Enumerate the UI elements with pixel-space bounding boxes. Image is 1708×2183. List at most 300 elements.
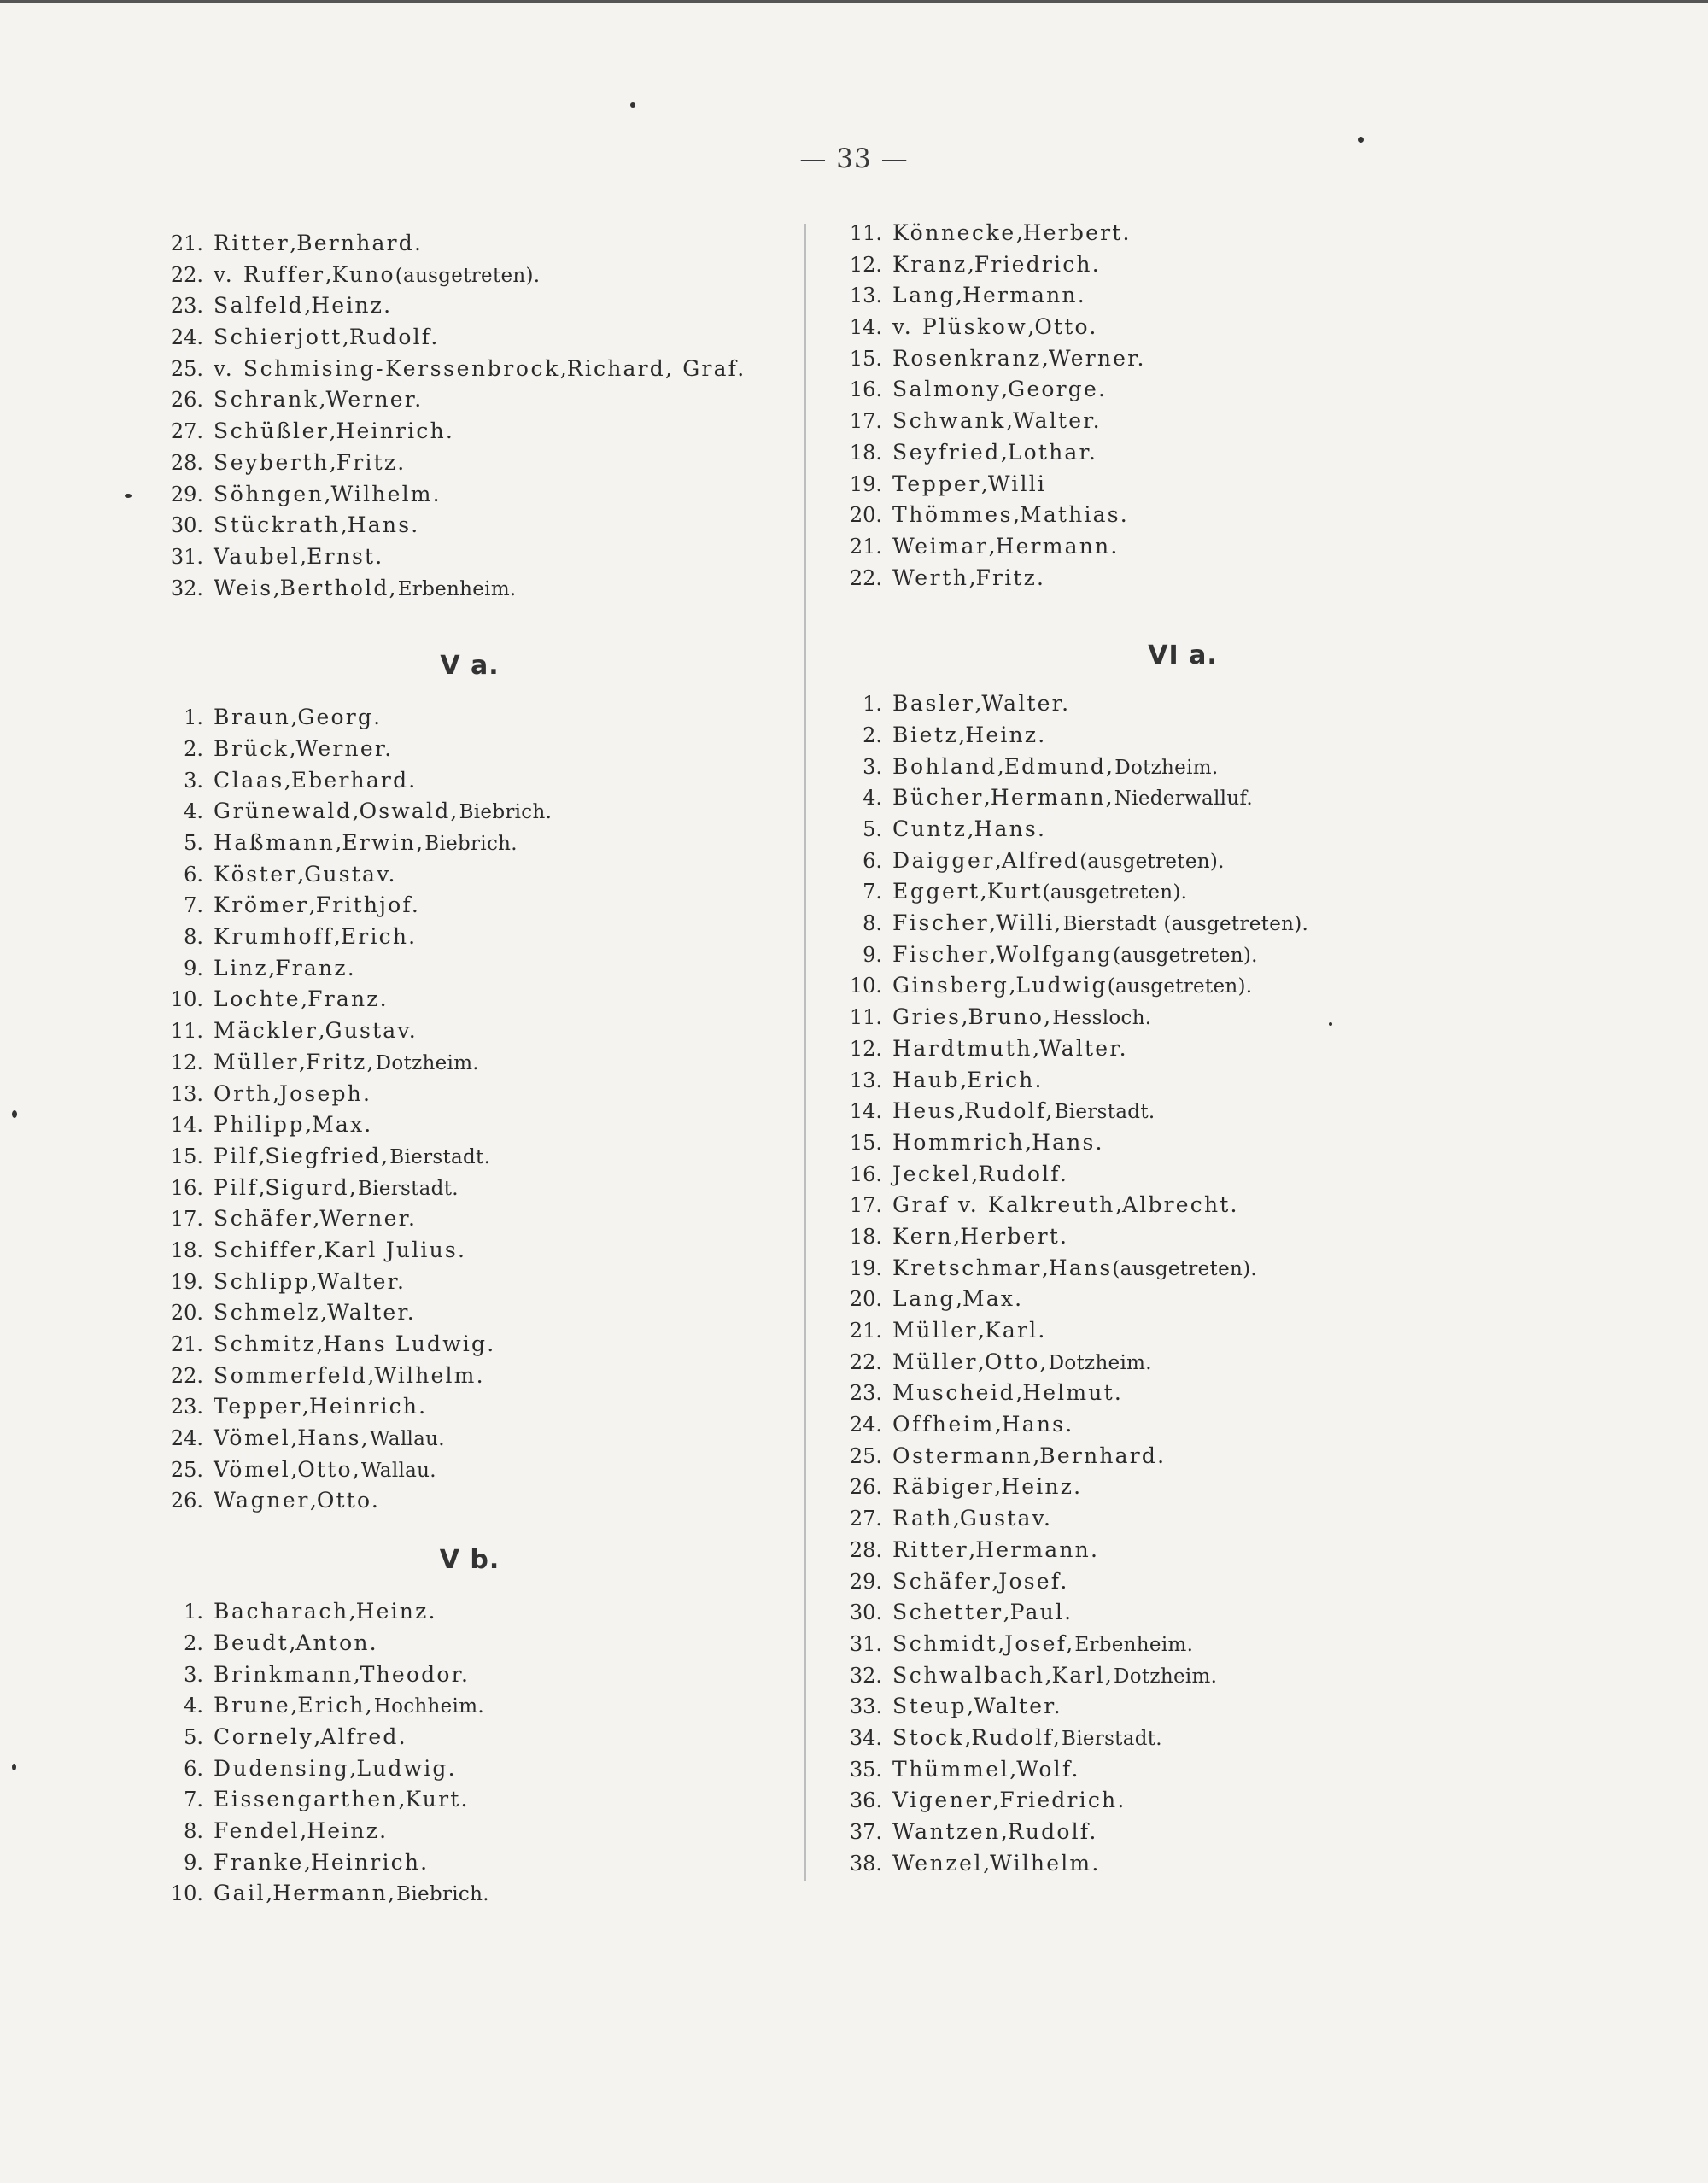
entry-number: 31. — [170, 544, 203, 569]
entry-surname: Schmelz — [214, 1300, 321, 1326]
entry-note: (ausgetreten). — [1079, 850, 1225, 873]
entry-given-name: Lothar. — [1007, 439, 1098, 465]
entry-given-name: Heinz. — [355, 1599, 437, 1624]
entry-surname: Schäfer — [892, 1568, 992, 1594]
entry-given-name: Erich, — [297, 1693, 374, 1718]
entry-given-name: Siegfried, — [265, 1143, 390, 1168]
entry-surname: Rosenkranz — [892, 345, 1042, 371]
list-item: 6. Dudensing , Ludwig. — [154, 1756, 786, 1788]
entry-note: Bierstadt. — [1054, 1101, 1155, 1124]
entry-surname: Seyberth — [214, 449, 330, 475]
entry-number: 21. — [170, 1332, 203, 1356]
entry-surname: Fischer — [892, 910, 990, 936]
entry-given-name: Werner. — [325, 387, 424, 413]
entry-given-name: Heinz. — [1001, 1474, 1083, 1500]
list-item: 11. Könnecke , Herbert. — [833, 220, 1533, 252]
entry-surname: Hardtmuth — [892, 1035, 1033, 1061]
entry-number: 20. — [170, 1301, 203, 1326]
entry-surname: Schiffer — [214, 1237, 318, 1262]
entry-surname: Sommerfeld — [214, 1362, 368, 1388]
entry-number: 30. — [170, 513, 203, 538]
entry-given-name: Hans. — [1001, 1412, 1074, 1437]
entry-surname: Lang — [892, 283, 956, 308]
entry-number: 4. — [184, 1694, 203, 1718]
list-item: 26. Wagner , Otto. — [154, 1488, 786, 1519]
entry-number: 11. — [849, 1005, 882, 1030]
entry-number: 18. — [170, 1238, 203, 1262]
entry-note: Erbenheim. — [397, 577, 517, 600]
entry-number: 4. — [863, 786, 882, 811]
entry-number: 5. — [863, 817, 882, 841]
entry-number: 10. — [170, 1882, 203, 1906]
entry-surname: Werth — [892, 565, 969, 590]
entry-given-name: Hermann. — [995, 533, 1120, 559]
entry-surname: Brück — [214, 735, 290, 761]
list-item: 24. Offheim , Hans. — [833, 1412, 1533, 1443]
entry-number: 17. — [170, 1207, 203, 1232]
entry-given-name: Hermann, — [272, 1881, 397, 1906]
entry-number: 11. — [170, 1019, 203, 1044]
list-item: 21. Ritter , Bernhard. — [154, 231, 786, 262]
entry-given-name: Heinz. — [965, 722, 1047, 747]
entry-surname: Fendel — [214, 1817, 301, 1843]
list-vb — [154, 1599, 786, 1912]
scan-speck — [1329, 1022, 1332, 1026]
entry-number: 22. — [170, 262, 203, 287]
entry-surname: Bohland — [892, 753, 997, 779]
list-item: 24. Vömel , Hans, Wallau. — [154, 1425, 786, 1457]
entry-surname: Pilf — [214, 1143, 259, 1168]
entry-surname: Haßmann — [214, 830, 336, 855]
list-item: 14. v. Plüskow , Otto. — [833, 314, 1533, 346]
entry-given-name: Hans Ludwig. — [323, 1331, 496, 1356]
list-item: 18. Seyfried , Lothar. — [833, 440, 1533, 471]
entry-surname: Ostermann — [892, 1443, 1033, 1468]
list-item: 21. Schmitz , Hans Ludwig. — [154, 1331, 786, 1363]
entry-given-name: Willi — [987, 471, 1047, 496]
list-item: 10. Lochte , Franz. — [154, 986, 786, 1018]
list-item: 13. Orth , Joseph. — [154, 1081, 786, 1113]
list-item: 4. Grünewald , Oswald, Biebrich. — [154, 799, 786, 830]
list-item: 14. Heus , Rudolf, Bierstadt. — [833, 1098, 1533, 1130]
list-item: 25. v. Schmising-Kerssenbrock , Richard, Graf. — [154, 356, 786, 388]
entry-surname: Vömel — [214, 1456, 291, 1482]
entry-note: Erbenheim. — [1074, 1633, 1194, 1656]
entry-given-name: Rudolf, — [971, 1724, 1062, 1750]
entry-number: 20. — [849, 503, 882, 528]
entry-surname: Eissengarthen — [214, 1787, 399, 1812]
scan-speck — [125, 494, 132, 498]
list-item: 13. Lang , Hermann. — [833, 283, 1533, 314]
list-item: 16. Salmony , George. — [833, 377, 1533, 408]
entry-given-name: Heinz. — [311, 293, 393, 319]
list-item: 2. Brück , Werner. — [154, 736, 786, 768]
list-item: 5. Haßmann , Erwin, Biebrich. — [154, 830, 786, 862]
entry-note: Bierstadt. — [389, 1145, 491, 1168]
entry-surname: Gries — [892, 1004, 962, 1030]
entry-number: 24. — [849, 1413, 882, 1437]
entry-surname: Lang — [892, 1286, 956, 1312]
entry-number: 24. — [170, 325, 203, 350]
entry-number: 23. — [170, 294, 203, 319]
entry-surname: Fischer — [892, 941, 990, 967]
entry-surname: Dudensing — [214, 1755, 350, 1781]
entry-given-name: Wolf. — [1016, 1756, 1080, 1782]
entry-surname: Basler — [892, 691, 975, 717]
list-continued-left — [154, 231, 786, 606]
entry-number: 12. — [849, 1036, 882, 1061]
entry-number: 1. — [863, 692, 882, 717]
entry-number: 14. — [849, 315, 882, 340]
entry-surname: v. Plüskow — [892, 314, 1028, 340]
entry-number: 17. — [849, 1193, 882, 1218]
entry-number: 7. — [184, 1788, 203, 1812]
entry-note: Biebrich. — [396, 1883, 489, 1906]
entry-given-name: Georg. — [297, 705, 383, 730]
list-item: 15. Hommrich , Hans. — [833, 1130, 1533, 1162]
entry-note: Biebrich. — [424, 833, 518, 855]
entry-given-name: Walter. — [1012, 408, 1102, 434]
entry-given-name: Fritz, — [306, 1049, 376, 1074]
entry-surname: Thümmel — [892, 1756, 1010, 1782]
entry-given-name: Rudolf, — [963, 1098, 1055, 1124]
entry-number: 22. — [849, 1349, 882, 1374]
list-item: 3. Claas , Eberhard. — [154, 768, 786, 799]
scan-speck — [12, 1764, 16, 1770]
entry-surname: Franke — [214, 1849, 304, 1875]
list-item: 32. Schwalbach , Karl, Dotzheim. — [833, 1663, 1533, 1694]
entry-surname: Kern — [892, 1223, 954, 1249]
entry-number: 6. — [863, 848, 882, 873]
entry-number: 3. — [863, 754, 882, 779]
entry-number: 13. — [170, 1081, 203, 1106]
entry-given-name: Werner. — [1048, 345, 1146, 371]
entry-given-name: Josef, — [1004, 1630, 1075, 1656]
entry-given-name: Herbert. — [960, 1223, 1069, 1249]
list-item: 15. Pilf , Siegfried, Bierstadt. — [154, 1144, 786, 1175]
list-item: 12. Hardtmuth , Walter. — [833, 1036, 1533, 1068]
entry-surname: Weis — [214, 575, 273, 600]
entry-surname: Schetter — [892, 1600, 1003, 1625]
entry-given-name: Wolfgang — [996, 941, 1114, 967]
entry-surname: Haub — [892, 1067, 961, 1092]
entry-number: 1. — [184, 705, 203, 730]
entry-note: Dotzheim. — [1113, 1665, 1218, 1688]
entry-given-name: Walter. — [981, 691, 1071, 717]
entry-number: 25. — [849, 1443, 882, 1468]
entry-surname: Schrank — [214, 387, 319, 413]
entry-surname: Daigger — [892, 847, 995, 873]
list-item: 21. Weimar , Hermann. — [833, 534, 1533, 565]
entry-number: 34. — [849, 1725, 882, 1750]
entry-note: (ausgetreten). — [395, 264, 541, 287]
entry-given-name: Mathias. — [1020, 502, 1129, 528]
entry-surname: Philipp — [214, 1112, 306, 1138]
list-item: 27. Rath , Gustav. — [833, 1506, 1533, 1537]
entry-surname: Offheim — [892, 1412, 995, 1437]
entry-surname: Kretschmar — [892, 1255, 1042, 1280]
entry-given-name: Rudolf. — [1007, 1819, 1098, 1844]
entry-note: (ausgetreten). — [1107, 975, 1253, 998]
list-item: 22. Müller , Otto, Dotzheim. — [833, 1349, 1533, 1381]
entry-number: 36. — [849, 1788, 882, 1813]
entry-number: 27. — [849, 1507, 882, 1531]
list-item: 12. Kranz , Friedrich. — [833, 252, 1533, 284]
entry-given-name: Walter. — [974, 1694, 1062, 1719]
entry-given-name: Hermann. — [962, 283, 1086, 308]
entry-number: 23. — [170, 1395, 203, 1419]
entry-given-name: Berthold, — [279, 575, 398, 600]
entry-number: 25. — [170, 356, 203, 381]
list-item: 1. Braun , Georg. — [154, 705, 786, 736]
entry-number: 33. — [849, 1694, 882, 1719]
section-heading-va: V a. — [440, 651, 500, 682]
list-item: 4. Bücher , Hermann, Niederwalluf. — [833, 785, 1533, 816]
entry-number: 11. — [849, 221, 882, 245]
entry-given-name: Franz. — [307, 986, 389, 1012]
entry-note: (ausgetreten). — [1113, 944, 1258, 967]
entry-number: 4. — [184, 799, 203, 824]
list-item: 33. Steup , Walter. — [833, 1694, 1533, 1725]
entry-number: 15. — [170, 1144, 203, 1168]
entry-surname: Brune — [214, 1693, 291, 1718]
entry-surname: Müller — [214, 1049, 300, 1074]
list-item: 4. Brune , Erich, Hochheim. — [154, 1693, 786, 1724]
entry-number: 26. — [170, 388, 203, 413]
entry-given-name: Karl. — [985, 1318, 1047, 1343]
entry-surname: Schmitz — [214, 1331, 317, 1356]
entry-number: 8. — [184, 925, 203, 950]
entry-surname: Steup — [892, 1694, 968, 1719]
entry-note: Bierstadt. — [357, 1177, 459, 1200]
section-heading-vb: V b. — [439, 1545, 500, 1576]
scan-top-edge — [0, 0, 1708, 3]
entry-surname: Tepper — [214, 1394, 302, 1419]
list-item: 17. Schäfer , Werner. — [154, 1206, 786, 1238]
entry-given-name: Walter. — [327, 1300, 416, 1326]
entry-given-name: Franz. — [275, 955, 356, 980]
entry-number: 18. — [849, 1224, 882, 1249]
list-item: 22. Werth , Fritz. — [833, 565, 1533, 597]
entry-note: Hochheim. — [373, 1695, 484, 1718]
entry-surname: Salfeld — [214, 293, 305, 319]
entry-surname: Wantzen — [892, 1819, 1001, 1844]
list-item: 8. Krumhoff , Erich. — [154, 924, 786, 956]
entry-given-name: Max. — [312, 1112, 373, 1138]
entry-given-name: Wilhelm. — [990, 1850, 1101, 1876]
list-item: 19. Schlipp , Walter. — [154, 1269, 786, 1301]
entry-surname: Jeckel — [892, 1161, 972, 1186]
entry-number: 3. — [184, 1662, 203, 1687]
entry-surname: Krumhoff — [214, 924, 334, 950]
entry-number: 6. — [184, 1756, 203, 1781]
entry-given-name: Gustav. — [325, 1018, 418, 1044]
entry-given-name: Bernhard. — [1039, 1443, 1167, 1468]
list-item: 27. Schüßler , Heinrich. — [154, 418, 786, 450]
list-item: 8. Fischer , Willi, Bierstadt (ausgetreten). — [833, 910, 1533, 942]
entry-given-name: Walter. — [317, 1268, 407, 1294]
entry-number: 8. — [184, 1818, 203, 1843]
entry-number: 22. — [170, 1363, 203, 1388]
entry-number: 16. — [849, 1162, 882, 1186]
entry-surname: Schierjott — [214, 325, 342, 350]
entry-note: Dotzheim. — [1048, 1351, 1152, 1374]
entry-given-name: Albrecht. — [1121, 1192, 1239, 1218]
list-item: 9. Fischer , Wolfgang (ausgetreten). — [833, 942, 1533, 974]
entry-surname: Kranz — [892, 251, 968, 277]
entry-given-name: Gustav. — [959, 1506, 1053, 1531]
entry-number: 21. — [170, 231, 203, 255]
entry-number: 32. — [849, 1663, 882, 1688]
entry-given-name: Eberhard. — [290, 767, 418, 793]
entry-number: 8. — [863, 911, 882, 936]
list-item: 14. Philipp , Max. — [154, 1112, 786, 1144]
entry-given-name: Erwin, — [342, 830, 425, 855]
entry-surname: Bücher — [892, 785, 984, 811]
list-item: 38. Wenzel , Wilhelm. — [833, 1851, 1533, 1882]
list-item: 13. Haub , Erich. — [833, 1068, 1533, 1099]
entry-number: 19. — [170, 1269, 203, 1294]
list-item: 2. Bietz , Heinz. — [833, 723, 1533, 754]
list-item: 31. Vaubel , Ernst. — [154, 544, 786, 576]
entry-surname: Wagner — [214, 1488, 310, 1513]
entry-given-name: Oswald, — [359, 799, 459, 824]
entry-given-name: Wilhelm. — [330, 481, 442, 506]
entry-given-name: Paul. — [1009, 1600, 1073, 1625]
entry-given-name: Hermann. — [975, 1536, 1100, 1562]
entry-surname: Cornely — [214, 1724, 314, 1749]
list-item: 29. Söhngen , Wilhelm. — [154, 482, 786, 513]
list-item: 2. Beudt , Anton. — [154, 1630, 786, 1662]
entry-number: 38. — [849, 1851, 882, 1876]
entry-given-name: Hermann, — [990, 785, 1114, 811]
entry-surname: Heus — [892, 1098, 957, 1124]
entry-number: 32. — [170, 576, 203, 600]
list-item: 23. Tepper , Heinrich. — [154, 1394, 786, 1425]
entry-number: 16. — [170, 1175, 203, 1200]
list-item: 1. Bacharach , Heinz. — [154, 1599, 786, 1630]
entry-number: 5. — [184, 1724, 203, 1749]
entry-note: (ausgetreten). — [1042, 881, 1188, 904]
entry-given-name: Anton. — [295, 1630, 378, 1655]
entry-surname: Beudt — [214, 1630, 290, 1655]
entry-given-name: Hans, — [297, 1425, 370, 1451]
entry-given-name: Willi, — [996, 910, 1063, 936]
list-item: 28. Ritter , Hermann. — [833, 1537, 1533, 1569]
entry-given-name: Josef. — [998, 1568, 1069, 1594]
entry-surname: Claas — [214, 767, 284, 793]
entry-given-name: Alfred. — [320, 1724, 407, 1749]
entry-note: Biebrich. — [459, 801, 553, 824]
entry-number: 29. — [170, 482, 203, 506]
entry-given-name: Ludwig. — [356, 1755, 457, 1781]
list-item: 18. Schiffer , Karl Julius. — [154, 1238, 786, 1269]
list-item: 22. Sommerfeld , Wilhelm. — [154, 1363, 786, 1395]
entry-surname: Müller — [892, 1349, 979, 1374]
list-item: 17. Graf v. Kalkreuth , Albrecht. — [833, 1192, 1533, 1224]
entry-given-name: Heinrich. — [308, 1394, 428, 1419]
entry-given-name: Otto. — [316, 1488, 380, 1513]
list-item: 3. Brinkmann , Theodor. — [154, 1662, 786, 1694]
entry-number: 26. — [849, 1475, 882, 1500]
entry-number: 2. — [863, 723, 882, 747]
list-item: 11. Gries , Bruno, Hessloch. — [833, 1004, 1533, 1036]
entry-given-name: Herbert. — [1022, 220, 1132, 245]
list-item: 6. Daigger , Alfred (ausgetreten). — [833, 848, 1533, 880]
entry-surname: Gail — [214, 1881, 266, 1906]
entry-note: Niederwalluf. — [1114, 787, 1254, 811]
entry-given-name: Hans. — [1032, 1129, 1104, 1155]
list-item: 3. Bohland , Edmund, Dotzheim. — [833, 754, 1533, 786]
entry-note: Dotzheim. — [375, 1051, 479, 1074]
entry-given-name: Werner. — [295, 735, 394, 761]
entry-surname: Schlipp — [214, 1268, 311, 1294]
entry-given-name: Friedrich. — [999, 1788, 1126, 1813]
entry-number: 23. — [849, 1381, 882, 1406]
entry-given-name: Hans — [1048, 1255, 1113, 1280]
entry-given-name: Bruno, — [968, 1004, 1053, 1030]
entry-surname: Stückrath — [214, 512, 341, 538]
entry-surname: Schwalbach — [892, 1662, 1045, 1688]
entry-surname: Köster — [214, 861, 298, 887]
list-item: 17. Schwank , Walter. — [833, 408, 1533, 440]
entry-surname: Grünewald — [214, 799, 353, 824]
entry-number: 27. — [170, 419, 203, 444]
list-item: 25. Vömel , Otto, Wallau. — [154, 1457, 786, 1489]
entry-surname: Schäfer — [214, 1206, 313, 1232]
entry-given-name: Rudolf. — [348, 325, 440, 350]
entry-number: 30. — [849, 1601, 882, 1625]
list-item: 29. Schäfer , Josef. — [833, 1569, 1533, 1601]
entry-number: 13. — [849, 284, 882, 308]
entry-note: Dotzheim. — [1114, 756, 1219, 779]
entry-given-name: Sigurd, — [265, 1174, 358, 1200]
list-item: 16. Jeckel , Rudolf. — [833, 1162, 1533, 1193]
entry-surname: Muscheid — [892, 1380, 1016, 1406]
entry-surname: Wenzel — [892, 1850, 984, 1876]
entry-surname: Mäckler — [214, 1018, 319, 1044]
entry-number: 6. — [184, 862, 203, 887]
entry-given-name: Fritz. — [975, 565, 1046, 590]
entry-given-name: Heinz. — [307, 1817, 389, 1843]
entry-number: 21. — [849, 534, 882, 559]
entry-number: 2. — [184, 736, 203, 761]
scan-speck — [12, 1110, 17, 1118]
entry-number: 7. — [863, 880, 882, 904]
entry-surname: Graf v. Kalkreuth — [892, 1192, 1115, 1218]
entry-surname: v. Ruffer — [214, 261, 325, 287]
entry-given-name: Theodor. — [360, 1661, 471, 1687]
entry-given-name: Walter. — [1039, 1035, 1128, 1061]
list-item: 20. Lang , Max. — [833, 1286, 1533, 1318]
entry-number: 26. — [170, 1489, 203, 1513]
entry-given-name: Heinrich. — [336, 418, 455, 444]
list-item: 31. Schmidt , Josef, Erbenheim. — [833, 1631, 1533, 1663]
entry-number: 7. — [184, 893, 203, 918]
scan-speck — [630, 102, 635, 108]
entry-note: Bierstadt (ausgetreten). — [1062, 913, 1309, 936]
list-item: 16. Pilf , Sigurd, Bierstadt. — [154, 1175, 786, 1207]
list-item: 23. Muscheid , Helmut. — [833, 1380, 1533, 1412]
list-item: 5. Cuntz , Hans. — [833, 816, 1533, 848]
list-item: 19. Tepper , Willi — [833, 471, 1533, 503]
entry-given-name: Otto. — [1034, 314, 1098, 340]
column-divider — [804, 224, 806, 1881]
entry-note: Wallau. — [369, 1428, 445, 1451]
list-item: 10. Gail , Hermann, Biebrich. — [154, 1881, 786, 1912]
entry-surname: Lochte — [214, 986, 301, 1012]
entry-given-name: Kuno — [331, 261, 395, 287]
